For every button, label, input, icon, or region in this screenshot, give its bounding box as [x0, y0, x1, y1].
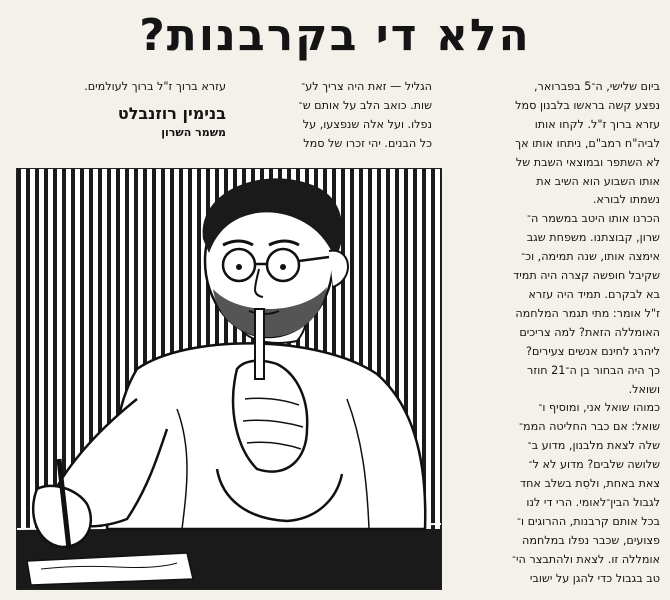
author-name: בנימין רוזנבלט [117, 103, 226, 123]
article-column-right [444, 78, 660, 598]
paragraph-1: ביום שלישי, ה־5 בפברואר, נפצע קשה בראשו בלבנון סמל עזרא ברוך ז"ל. לקחו אותו לביה"ח רמב"ם, ניתחו אותו אך לא השתפר ובמוצאי השבת של אותו השבוע הוא השיב את נשמתו לבורא. [515, 80, 660, 207]
article-column-left [16, 78, 226, 168]
pencil [255, 309, 264, 379]
paragraph-3: כמוהו שואל אני, ומוסיף ו־ שואל: אם כבר החליטה הממ־ שלה לצאת מלבנון, מדוע ב־ שלושה שלבים? מדוע לא ל־ צאת באחת, ולסִת בשלב אחד לגבול הבין־לאומי. הרי די לנו בכל אותם קרבנות, ההרוגים ו־ פצועים, שכבר נפלו במלחמה אומללה זו. לצאת ולהתבצר הי־ טב בגבול כדי להגן על ישובי [511, 401, 660, 585]
cartoon-illustration [16, 168, 442, 590]
headline: הלא די בקרבנות? [139, 10, 531, 61]
author-affiliation: משמר השרון [161, 125, 226, 139]
paragraph-2: הכרנו אותו היטב במשמר ה־ שרון, קבוצתנו. משפחת שגב אימצה אותו, שנה תמימה, וכ־ שקיבל חופשה קצרה היה תמיד בא לבקרם. תמיד היה עזרא ז"ל אומר: מתי תגמר המלחמה האומללה הזאת? למה צריכים ליהרג לחינם אנשים צעירים? כך היה הבחור בן ה־21 חוזר ושואל. [513, 212, 660, 396]
article-column-middle [232, 78, 432, 168]
paragraph-4: הגליל — זאת היה צריך לע־ שות. כואב הלב על אותם ש־ נפלו. ועל אלה שנפצעו, על כל הבנים. יהי זכרו של סמל [298, 80, 432, 150]
paragraph-5: עזרא ברוך ז"ל ברוך לעולמים. [84, 80, 226, 93]
cartoon-drawing [17, 169, 441, 589]
